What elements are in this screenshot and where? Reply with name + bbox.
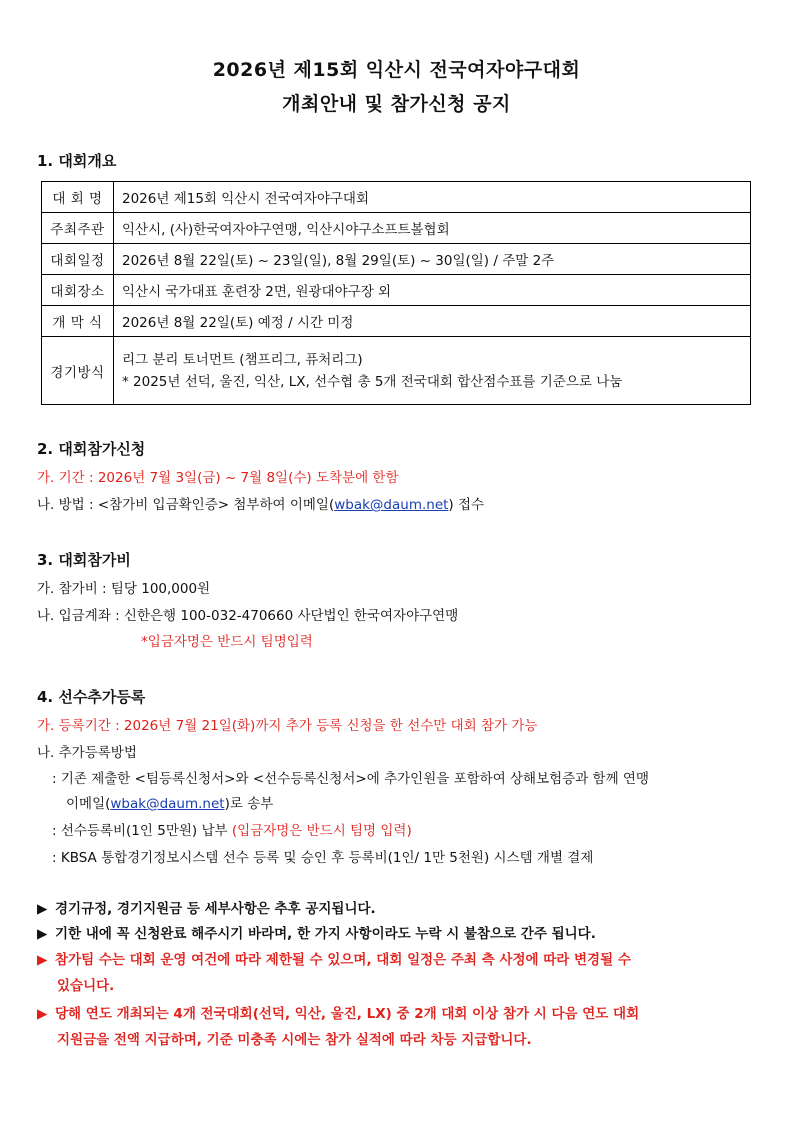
section-1-heading: 1. 대회개요 [37,152,117,170]
email-link[interactable]: wbak@daum.net [334,497,449,513]
row-value [114,337,751,405]
method-line: 리그 분리 토너먼트 (챔프리그, 퓨처리그) [122,351,363,368]
registration-step-1-email [66,792,273,812]
table-row [42,213,751,244]
table-row [42,244,751,275]
section-3-heading: 3. 대회참가비 [37,551,131,569]
table-row [42,306,751,337]
row-label: 개 막 식 [42,306,114,337]
table-row [42,182,751,213]
row-value: 익산시 국가대표 훈련장 2면, 원광대야구장 외 [114,275,751,306]
registration-method-title: 나. 추가등록방법 [37,745,137,761]
application-method [37,493,484,513]
notice-item [37,948,631,968]
notice-continuation: 있습니다. [57,978,115,994]
row-label: 대 회 명 [42,182,114,213]
bank-account: 나. 입금계좌 : 신한은행 100-032-470660 사단법인 한국여자야구연맹 [37,608,459,624]
email-link[interactable]: wbak@daum.net [110,796,225,812]
triangle-right-icon: ▶ [37,926,48,942]
notice-item [37,897,376,917]
overview-table [41,181,751,405]
step1-suffix: )로 송부 [224,796,274,812]
notice-text: 기한 내에 꼭 신청완료 해주시기 바라며, 한 가지 사항이라도 누락 시 불참으로 간주 됩니다. [55,926,596,942]
notice-text: 당해 연도 개최되는 4개 전국대회(선덕, 익산, 울진, LX) 중 2개 대회 이상 참가 시 다음 연도 대회 [55,1006,640,1022]
row-label: 경기방식 [42,337,114,405]
notice-item [37,1002,639,1022]
row-label: 대회일정 [42,244,114,275]
application-period: 가. 기간 : 2026년 7월 3일(금) ~ 7월 8일(수) 도착분에 한함 [37,470,399,486]
depositor-note: *입금자명은 반드시 팀명입력 [141,634,313,650]
table-row [42,275,751,306]
participation-fee: 가. 참가비 : 팀당 100,000원 [37,581,211,597]
registration-step-2 [52,819,412,839]
notice-continuation: 지원금을 전액 지급하며, 기준 미충족 시에는 참가 실적에 따라 차등 지급합니다. [57,1032,532,1048]
row-label: 주최주관 [42,213,114,244]
section-4-heading: 4. 선수추가등록 [37,688,146,706]
row-value: 2026년 8월 22일(토) 예정 / 시간 미정 [114,306,751,337]
triangle-right-icon: ▶ [37,952,48,968]
registration-step-3: : KBSA 통합경기정보시스템 선수 등록 및 승인 후 등록비(1인/ 1만 5천원) 시스템 개별 결제 [52,850,594,866]
method-suffix: ) 접수 [448,497,485,513]
row-value: 2026년 8월 22일(토) ~ 23일(일), 8월 29일(토) ~ 30일(일) / 주말 2주 [114,244,751,275]
table-row [42,337,751,405]
registration-period: 가. 등록기간 : 2026년 7월 21일(화)까지 추가 등록 신청을 한 선수만 대회 참가 가능 [37,718,538,734]
row-value: 익산시, (사)한국여자야구연맹, 익산시야구소프트볼협회 [114,213,751,244]
method-note: * 2025년 선덕, 울진, 익산, LX, 선수협 총 5개 전국대회 합산점수표를 기준으로 나눔 [122,373,623,390]
document-title: 2026년 제15회 익산시 전국여자야구대회 [212,59,581,81]
triangle-right-icon: ▶ [37,1006,48,1022]
method-prefix: 나. 방법 : <참가비 입금확인증> 첨부하여 이메일( [37,497,335,513]
document-subtitle: 개최안내 및 참가신청 공지 [282,93,511,115]
notice-text: 참가팀 수는 대회 운영 여건에 따라 제한될 수 있으며, 대회 일정은 주최 측 사정에 따라 변경될 수 [55,952,631,968]
row-label: 대회장소 [42,275,114,306]
notice-text: 경기규정, 경기지원금 등 세부사항은 추후 공지됩니다. [55,901,376,917]
step2-text: : 선수등록비(1인 5만원) 납부 [52,823,232,839]
step1-prefix: 이메일( [66,796,111,812]
triangle-right-icon: ▶ [37,901,48,917]
registration-step-1: : 기존 제출한 <팀등록신청서>와 <선수등록신청서>에 추가인원을 포함하여 상해보험증과 함께 연맹 [52,771,650,787]
step2-red-note: (입금자명은 반드시 팀명 입력) [231,823,412,839]
row-value: 2026년 제15회 익산시 전국여자야구대회 [114,182,751,213]
notice-item [37,922,596,942]
section-2-heading: 2. 대회참가신청 [37,440,146,458]
